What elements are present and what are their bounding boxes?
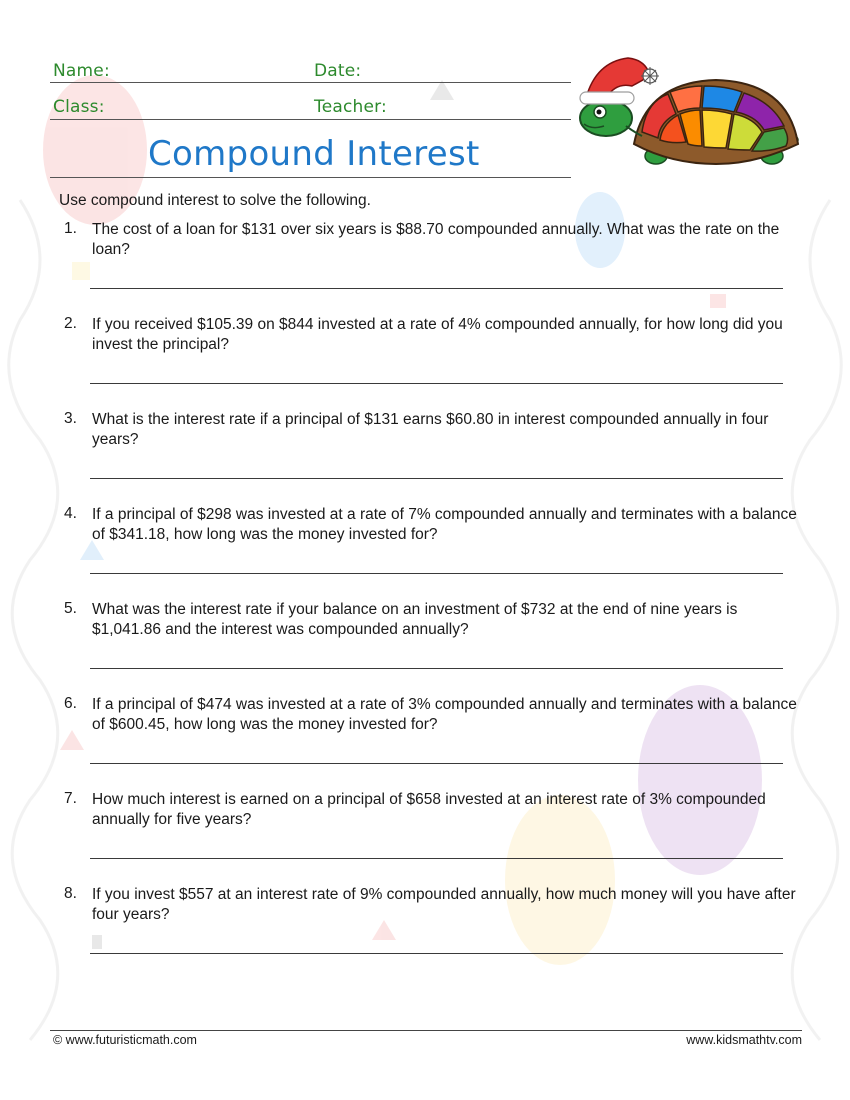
- name-date-line: [50, 82, 571, 83]
- answer-line[interactable]: [90, 858, 783, 859]
- question-text: How much interest is earned on a principal of $658 invested at an interest rate of 3% compounded annually for five years?: [92, 791, 766, 828]
- teacher-label: Teacher:: [314, 97, 387, 117]
- answer-line[interactable]: [90, 953, 783, 954]
- answer-line[interactable]: [90, 288, 783, 289]
- name-label: Name:: [53, 61, 110, 81]
- question-text: If a principal of $298 was invested at a rate of 7% compounded annually and terminates with a balance of $341.18, how long was the money invested for?: [92, 506, 797, 543]
- footer-website[interactable]: www.kidsmathtv.com: [686, 1033, 802, 1047]
- answer-line[interactable]: [90, 573, 783, 574]
- question-number: 5.: [64, 600, 77, 617]
- question-8: [0, 885, 850, 980]
- question-number: 8.: [64, 885, 77, 902]
- question-number: 4.: [64, 505, 77, 522]
- title-underline: [50, 177, 571, 178]
- page-title: Compound Interest: [148, 134, 480, 174]
- class-teacher-line: [50, 119, 571, 120]
- question-number: 1.: [64, 220, 77, 237]
- question-number: 2.: [64, 315, 77, 332]
- answer-line[interactable]: [90, 763, 783, 764]
- question-number: 7.: [64, 790, 77, 807]
- question-2: [0, 315, 850, 410]
- date-label: Date:: [314, 61, 362, 81]
- answer-line[interactable]: [90, 478, 783, 479]
- question-number: 3.: [64, 410, 77, 427]
- question-3: [0, 410, 850, 505]
- question-text: If a principal of $474 was invested at a rate of 3% compounded annually and terminates with a balance of $600.45, how long was the money invested for?: [92, 696, 797, 733]
- question-4: [0, 505, 850, 600]
- turtle-with-santa-hat-icon: [576, 52, 804, 170]
- question-5: [0, 600, 850, 695]
- question-text: The cost of a loan for $131 over six years is $88.70 compounded annually. What was the rate on the loan?: [92, 221, 780, 258]
- question-text: If you received $105.39 on $844 invested at a rate of 4% compounded annually, for how long did you invest the principal?: [92, 316, 783, 353]
- instructions: Use compound interest to solve the following.: [59, 192, 371, 209]
- class-label: Class:: [53, 97, 105, 117]
- answer-line[interactable]: [90, 668, 783, 669]
- question-6: [0, 695, 850, 790]
- question-text: If you invest $557 at an interest rate of 9% compounded annually, how much money will you have after four years?: [92, 886, 796, 923]
- question-number: 6.: [64, 695, 77, 712]
- question-7: [0, 790, 850, 885]
- footer-copyright: © www.futuristicmath.com: [53, 1033, 197, 1047]
- footer-divider: [50, 1030, 802, 1031]
- question-text: What was the interest rate if your balance on an investment of $732 at the end of nine years is $1,041.86 and the interest was compounded annually?: [92, 601, 738, 638]
- question-text: What is the interest rate if a principal of $131 earns $60.80 in interest compounded annually in four years?: [92, 411, 769, 448]
- answer-line[interactable]: [90, 383, 783, 384]
- question-1: [0, 220, 850, 315]
